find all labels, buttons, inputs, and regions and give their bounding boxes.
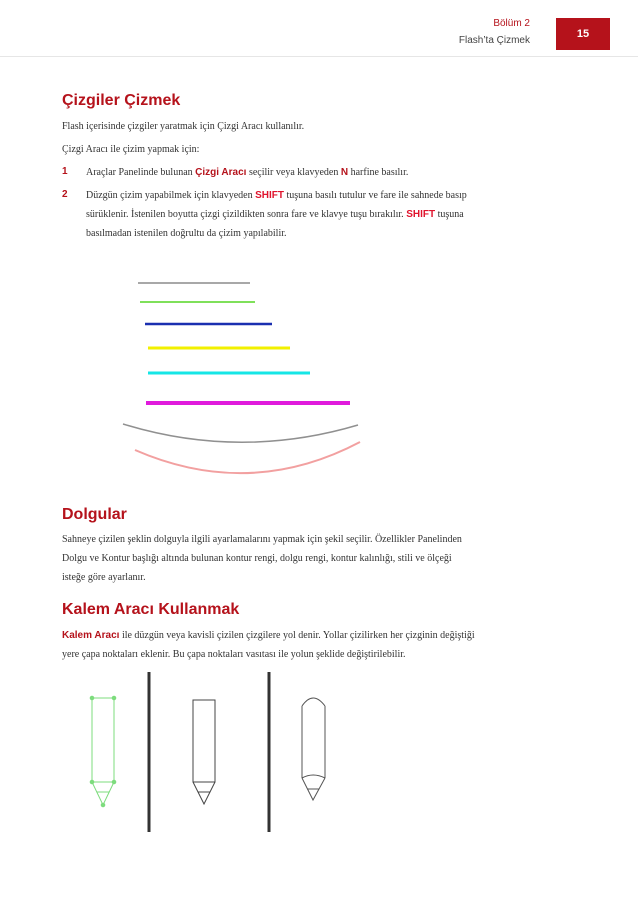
step-1 [86,163,526,182]
step-2-text-a: Düzgün çizim yapabilmek için klavyeden [86,190,256,201]
gray-curve [123,424,358,442]
step-1-text-a: Araçlar Panelinde bulunan [86,167,196,178]
chapter-label: Bölüm 2 [493,18,530,29]
pen-line-1 [62,626,542,645]
section-title-lines: Çizgiler Çizmek [62,92,181,109]
step-2-line-1 [86,186,526,205]
fills-line-3: isteğe göre ayarlanır. [62,572,146,583]
step-2-line-3: basılmadan istenilen doğrultu da çizim yapılabilir. [86,228,287,239]
step-2-line-2 [86,205,526,224]
pen-line-2: yere çapa noktaları eklenir. Bu çapa noktaları vasıtası ile yolun şeklide değiştirilebilir. [62,649,406,660]
line-examples-illustration [110,270,380,490]
section-title-fills: Dolgular [62,506,127,523]
pencil-anchor-points [90,696,116,807]
step-1-text-c: harfine basılır. [348,167,409,178]
pencil-outline [193,700,215,804]
step-number-1: 1 [62,166,68,177]
header-divider [0,56,638,57]
keyword-n-key: N [340,167,349,178]
step-2-text-d: tuşuna [435,209,464,220]
keyword-line-tool: Çizgi Aracı [195,167,247,178]
fills-paragraph [62,530,542,587]
step-2 [86,186,526,243]
lines-intro: Flash içerisinde çizgiler yaratmak için Çizgi Aracı kullanılır. [62,121,305,132]
keyword-shift-2: SHIFT [406,209,436,220]
step-2-text-b: tuşuna basılı tutulur ve fare ile sahnede basıp [284,190,467,201]
lines-lead: Çizgi Aracı ile çizim yapmak için: [62,144,200,155]
pen-line-1-text: ile düzgün veya kavisli çizilen çizgilere yol denir. Yollar çizilirken her çizginin değiştiği [119,630,475,641]
section-title-pen: Kalem Aracı Kullanmak [62,601,240,618]
page-number: 15 [556,18,610,50]
pen-paragraph [62,626,542,664]
pencil-illustration [80,668,360,838]
keyword-pen-tool: Kalem Aracı [62,630,120,641]
step-1-text-b: seçilir veya klavyeden [246,167,341,178]
fills-line-1: Sahneye çizilen şeklin dolguyla ilgili ayarlamalarını yapmak için şekil seçilir. Özellikler Panelinden [62,534,462,545]
keyword-shift: SHIFT [255,190,285,201]
pink-curve [135,442,360,473]
chapter-subtitle: Flash’ta Çizmek [458,35,530,46]
step-number-2: 2 [62,189,68,200]
pencil-curved [302,698,325,800]
fills-line-2: Dolgu ve Kontur başlığı altında bulunan kontur rengi, dolgu rengi, kontur kalınlığı, stili ve ölçeği [62,553,452,564]
step-2-text-c: sürüklenir. İstenilen boyutta çizgi çizildikten sonra fare ve klavye tuşu bırakılır. [86,209,407,220]
